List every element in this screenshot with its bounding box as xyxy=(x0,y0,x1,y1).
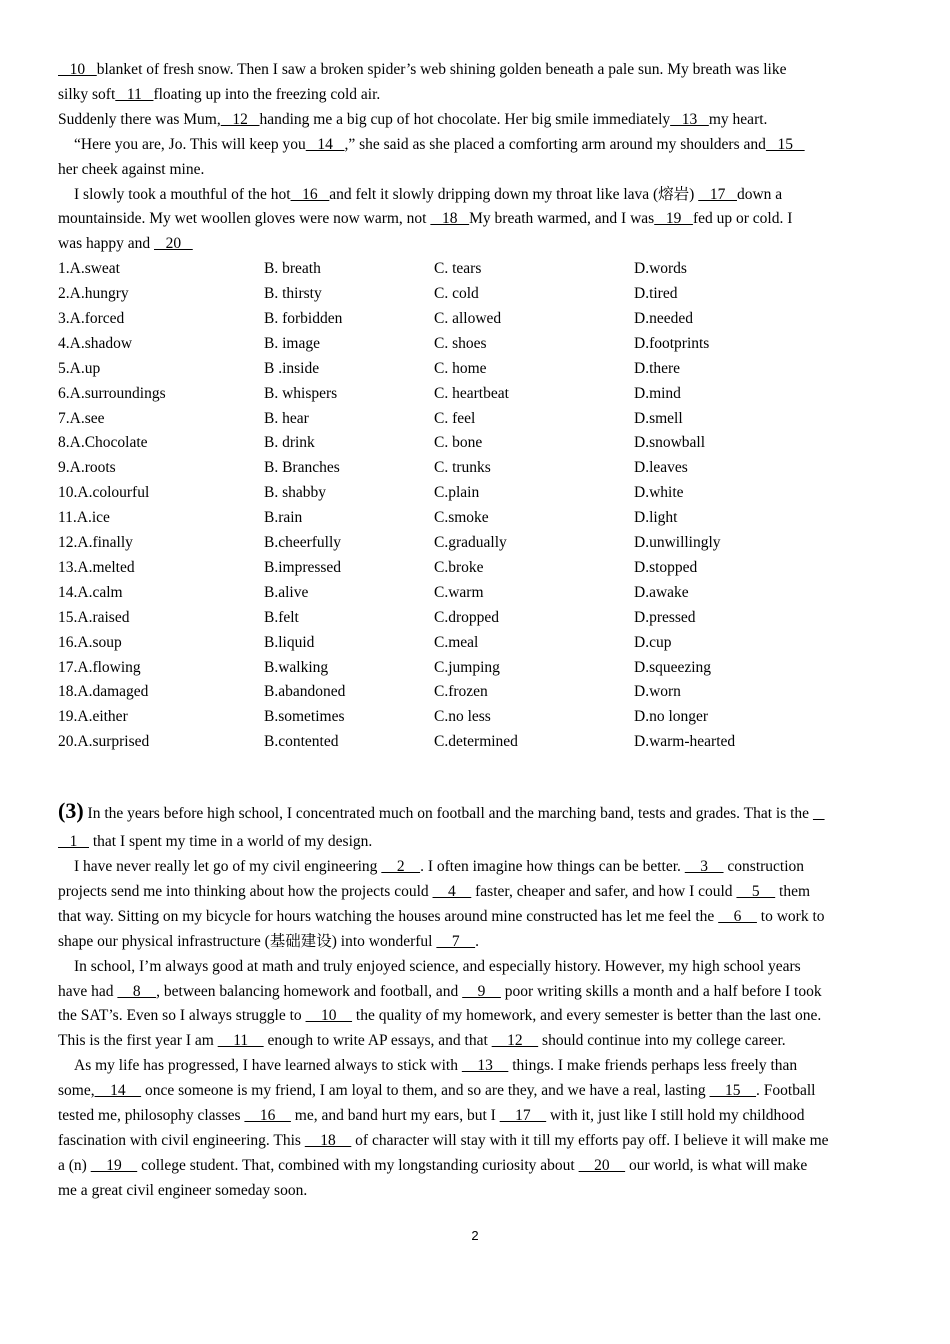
passage-text: fascination with civil engineering. This xyxy=(58,1131,305,1149)
text-line xyxy=(58,1004,894,1029)
passage-text: mountainside. My wet woollen gloves were now warm, not xyxy=(58,210,431,228)
option-a: 18.A.damaged xyxy=(58,683,149,701)
text-line xyxy=(58,1054,894,1079)
question-row xyxy=(58,431,894,456)
passage-text: . xyxy=(475,932,479,950)
passage-text: college student. That, combined with my longstanding curiosity about xyxy=(137,1156,579,1174)
option-b: B. forbidden xyxy=(264,310,343,328)
answer-blank: 18 xyxy=(430,210,470,228)
passage-text: the SAT’s. Even so I always struggle to xyxy=(58,1007,306,1025)
option-a: 20.A.surprised xyxy=(58,733,150,751)
answer-blank: 19 xyxy=(90,1156,138,1174)
answer-blank xyxy=(813,805,825,822)
option-a: 10.A.colourful xyxy=(58,484,150,502)
option-c: C.smoke xyxy=(434,509,489,527)
text-line xyxy=(58,855,894,880)
option-d: D.awake xyxy=(634,583,689,601)
option-c: C.no less xyxy=(434,708,491,726)
text-line xyxy=(58,930,894,955)
option-c: C. cold xyxy=(434,285,479,303)
passage-text: and felt it slowly dripping down my throat like lava (熔岩) xyxy=(329,185,699,203)
answer-blank: 6 xyxy=(718,907,757,925)
answer-blank: 13 xyxy=(670,110,709,128)
option-a: 6.A.surroundings xyxy=(58,384,166,402)
answer-blank: 19 xyxy=(654,210,693,228)
text-line xyxy=(58,207,894,232)
passage-text: down a xyxy=(736,185,783,203)
passage-text: blanket of fresh snow. Then I saw a broken spider’s web shining golden beneath a pale sun. My breath was like xyxy=(96,61,787,78)
answer-blank: 12 xyxy=(491,1032,539,1050)
question-row xyxy=(58,332,894,357)
answer-blank: 14 xyxy=(305,135,345,153)
option-b: B.sometimes xyxy=(264,708,345,726)
option-d: D.pressed xyxy=(634,608,696,626)
option-b: B. breath xyxy=(264,260,321,278)
option-d: D.squeezing xyxy=(634,658,712,676)
answer-blank: 3 xyxy=(684,857,724,875)
answer-blank: 18 xyxy=(304,1131,352,1149)
passage-text: things. I make friends perhaps less freely than xyxy=(508,1057,798,1075)
text-line xyxy=(58,980,894,1005)
option-c: C.dropped xyxy=(434,608,500,626)
passage-text: the quality of my homework, and every semester is better than the last one. xyxy=(352,1007,822,1025)
option-a: 8.A.Chocolate xyxy=(58,434,148,452)
option-d: D.no longer xyxy=(634,708,709,726)
passage-text: silky soft xyxy=(58,85,116,103)
question-row xyxy=(58,307,894,332)
option-b: B. shabby xyxy=(264,484,326,502)
passage-text: of character will stay with it till my efforts pay off. I believe it will make me xyxy=(351,1131,829,1149)
option-b: B. hear xyxy=(264,409,309,427)
passage-text: me, and band hurt my ears, but I xyxy=(290,1107,500,1125)
text-line xyxy=(58,1029,894,1054)
option-b: B. drink xyxy=(264,434,315,452)
passage-text: a (n) xyxy=(58,1156,91,1174)
passage-text: ,” she said as she placed a comforting arm around my shoulders and xyxy=(344,135,766,153)
text-line xyxy=(58,108,894,133)
option-b: B. thirsty xyxy=(264,285,322,303)
option-d: D.tired xyxy=(634,285,678,303)
passage-text: was happy and xyxy=(58,235,154,253)
answer-blank: 12 xyxy=(220,110,260,128)
passage-text: I have never really let go of my civil engineering xyxy=(74,857,382,875)
answer-blank: 15 xyxy=(765,135,805,153)
answer-blank: 10 xyxy=(58,61,97,78)
passage-text: them xyxy=(775,882,811,900)
answer-blank: 15 xyxy=(709,1082,757,1100)
option-d: D.needed xyxy=(634,310,693,328)
option-b: B.walking xyxy=(264,658,329,676)
text-line xyxy=(58,830,894,855)
question-row xyxy=(58,581,894,606)
option-d: D.snowball xyxy=(634,434,706,452)
option-a: 11.A.ice xyxy=(58,509,110,527)
option-d: D.cup xyxy=(634,633,672,651)
passage-text: enough to write AP essays, and that xyxy=(263,1032,492,1050)
passage-text: shape our physical infrastructure (基础建设) into wonderful xyxy=(58,932,437,950)
question-row xyxy=(58,656,894,681)
option-a: 12.A.finally xyxy=(58,534,133,552)
text-line xyxy=(58,183,894,208)
option-a: 13.A.melted xyxy=(58,558,135,576)
question-row xyxy=(58,556,894,581)
option-a: 15.A.raised xyxy=(58,608,130,626)
option-a: 17.A.flowing xyxy=(58,658,141,676)
option-d: D.worn xyxy=(634,683,681,701)
option-c: C.plain xyxy=(434,484,480,502)
passage-text: to work to xyxy=(756,907,825,925)
passage-text: me a great civil engineer someday soon. xyxy=(58,1181,308,1199)
question-row xyxy=(58,481,894,506)
option-b: B.contented xyxy=(264,733,339,751)
option-b: B. Branches xyxy=(264,459,340,477)
option-c: C.warm xyxy=(434,583,484,601)
option-b: B .inside xyxy=(264,359,320,377)
answer-blank: 7 xyxy=(436,932,476,950)
passage-3-number: (3) xyxy=(58,798,84,824)
option-a: 9.A.roots xyxy=(58,459,116,477)
option-c: C. shoes xyxy=(434,334,487,352)
answer-blank: 14 xyxy=(94,1082,142,1100)
option-b: B.abandoned xyxy=(264,683,346,701)
answer-blank: 13 xyxy=(461,1057,509,1075)
passage-text: my heart. xyxy=(708,110,768,128)
question-row xyxy=(58,606,894,631)
text-line xyxy=(58,1079,894,1104)
option-c: C.determined xyxy=(434,733,518,751)
text-line xyxy=(58,232,894,257)
text-line xyxy=(58,1104,894,1129)
answer-blank: 17 xyxy=(499,1107,547,1125)
answer-blank: 2 xyxy=(381,857,421,875)
option-a: 7.A.see xyxy=(58,409,105,427)
passage-text: faster, cheaper and safer, and how I could xyxy=(471,882,737,900)
passage-text: My breath warmed, and I was xyxy=(469,210,655,228)
passage-text: floating up into the freezing cold air. xyxy=(153,85,381,103)
option-c: C.meal xyxy=(434,633,479,651)
passage-2-text xyxy=(58,58,894,257)
passage-text: have had xyxy=(58,982,118,1000)
option-d: D.words xyxy=(634,260,687,278)
passage-text: handing me a big cup of hot chocolate. Her big smile immediately xyxy=(259,110,671,128)
option-c: C.jumping xyxy=(434,658,500,676)
passage-text: tested me, philosophy classes xyxy=(58,1107,245,1125)
option-b: B.impressed xyxy=(264,558,342,576)
text-line xyxy=(58,83,894,108)
question-row xyxy=(58,357,894,382)
answer-blank: 11 xyxy=(217,1032,264,1050)
passage-text: with it, just like I still hold my childhood xyxy=(546,1107,805,1125)
answer-blank: 4 xyxy=(432,882,472,900)
answer-blank: 9 xyxy=(462,982,501,1000)
passage-text: . I often imagine how things can be better. xyxy=(420,857,685,875)
question-row xyxy=(58,506,894,531)
option-a: 2.A.hungry xyxy=(58,285,129,303)
option-c: C. home xyxy=(434,359,487,377)
option-a: 19.A.either xyxy=(58,708,128,726)
option-c: C. heartbeat xyxy=(434,384,509,402)
option-c: C.frozen xyxy=(434,683,488,701)
option-d: D.light xyxy=(634,509,678,527)
answer-blank: 10 xyxy=(305,1007,353,1025)
answer-blank: 17 xyxy=(698,185,737,203)
text-line xyxy=(58,880,894,905)
answer-blank: 1 xyxy=(58,833,89,851)
passage-text: some, xyxy=(58,1082,95,1100)
passage-text: In the years before high school, I concentrated much on football and the marching band, tests and grades. That is the xyxy=(83,805,813,823)
passage-text: once someone is my friend, I am loyal to them, and so are they, and we have a real, lasting xyxy=(141,1082,710,1100)
option-b: B.felt xyxy=(264,608,299,626)
option-c: C. bone xyxy=(434,434,483,452)
passage-text: projects send me into thinking about how the projects could xyxy=(58,882,433,900)
page-number: 2 xyxy=(471,1228,479,1243)
answer-blank: 20 xyxy=(154,235,193,253)
option-c: C. allowed xyxy=(434,310,502,328)
option-d: D.unwillingly xyxy=(634,534,721,552)
option-b: B.cheerfully xyxy=(264,534,342,552)
text-line xyxy=(58,1129,894,1154)
question-row xyxy=(58,407,894,432)
answer-blank: 16 xyxy=(244,1107,291,1125)
passage-3-text xyxy=(58,830,894,1204)
passage-text: poor writing skills a month and a half before I took xyxy=(500,982,822,1000)
text-line xyxy=(58,58,894,83)
option-b: B.rain xyxy=(264,509,303,527)
passage-text: As my life has progressed, I have learned always to stick with xyxy=(74,1057,462,1075)
option-a: 4.A.shadow xyxy=(58,334,133,352)
option-d: D.warm-hearted xyxy=(634,733,736,751)
option-d: D.leaves xyxy=(634,459,688,477)
passage-3-first-line xyxy=(58,795,894,830)
option-b: B.liquid xyxy=(264,633,315,651)
option-d: D.footprints xyxy=(634,334,710,352)
option-b: B. whispers xyxy=(264,384,338,402)
option-d: D.mind xyxy=(634,384,681,402)
passage-text: should continue into my college career. xyxy=(538,1032,786,1050)
text-line xyxy=(58,1154,894,1179)
passage-text: . Football xyxy=(756,1082,816,1100)
question-row xyxy=(58,730,894,755)
question-row xyxy=(58,680,894,705)
question-row xyxy=(58,705,894,730)
passage-text: fed up or cold. I xyxy=(692,210,793,228)
option-d: D.white xyxy=(634,484,684,502)
option-a: 14.A.calm xyxy=(58,583,123,601)
option-c: C. feel xyxy=(434,409,476,427)
passage-text: our world, is what will make xyxy=(625,1156,808,1174)
answer-blank: 11 xyxy=(115,85,154,103)
passage-text: construction xyxy=(723,857,805,875)
option-a: 3.A.forced xyxy=(58,310,125,328)
text-line xyxy=(58,955,894,980)
answer-blank: 8 xyxy=(117,982,157,1000)
answer-blank: 5 xyxy=(736,882,776,900)
option-d: D.there xyxy=(634,359,681,377)
question-row xyxy=(58,382,894,407)
question-row xyxy=(58,282,894,307)
text-line xyxy=(58,133,894,158)
document-page xyxy=(58,58,894,1204)
option-b: B.alive xyxy=(264,583,309,601)
option-d: D.smell xyxy=(634,409,683,427)
passage-text: her cheek against mine. xyxy=(58,160,205,178)
passage-text: In school, I’m always good at math and truly enjoyed science, and especially history. However, my high school years xyxy=(74,957,801,975)
option-c: C. trunks xyxy=(434,459,491,477)
option-c: C.broke xyxy=(434,558,484,576)
option-d: D.stopped xyxy=(634,558,698,576)
option-c: C.gradually xyxy=(434,534,507,552)
passage-text: Suddenly there was Mum, xyxy=(58,110,221,128)
text-line xyxy=(58,1179,894,1204)
option-a: 5.A.up xyxy=(58,359,101,377)
passage-text: , between balancing homework and football, and xyxy=(156,982,463,1000)
option-c: C. tears xyxy=(434,260,482,278)
option-a: 1.A.sweat xyxy=(58,260,120,278)
passage-text: that way. Sitting on my bicycle for hours watching the houses around mine constructed has let me feel the xyxy=(58,907,719,925)
question-row xyxy=(58,531,894,556)
option-b: B. image xyxy=(264,334,320,352)
answer-blank: 16 xyxy=(290,185,330,203)
text-line xyxy=(58,158,894,183)
passage-text: that I spent my time in a world of my design. xyxy=(89,833,373,851)
question-row xyxy=(58,631,894,656)
option-a: 16.A.soup xyxy=(58,633,122,651)
question-row xyxy=(58,456,894,481)
passage-text: “Here you are, Jo. This will keep you xyxy=(74,135,306,153)
passage-2-options xyxy=(58,257,894,755)
passage-3 xyxy=(58,795,894,1204)
passage-text: I slowly took a mouthful of the hot xyxy=(74,185,291,203)
text-line xyxy=(58,905,894,930)
question-row xyxy=(58,257,894,282)
passage-text: This is the first year I am xyxy=(58,1032,218,1050)
answer-blank: 20 xyxy=(578,1156,626,1174)
